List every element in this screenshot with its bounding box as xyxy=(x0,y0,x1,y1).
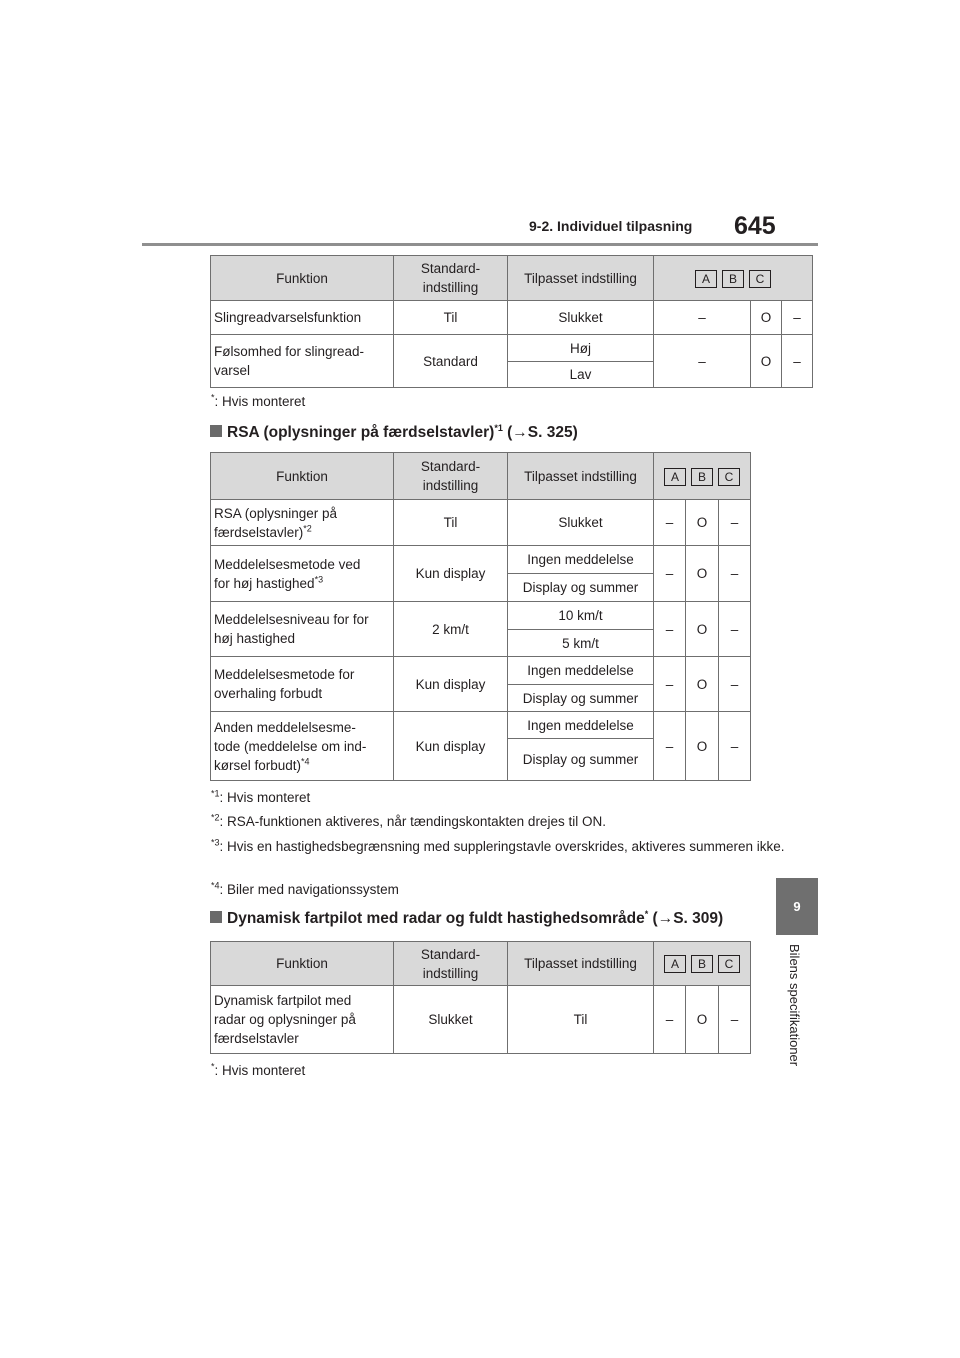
b-label: B xyxy=(722,270,744,288)
footnote: $^{*4}$: Biler med navigationssystem xyxy=(211,880,399,897)
table-row: Følsomhed for slingread- varsel Standard Høj – O – xyxy=(211,335,813,362)
col-header-default: Standard- indstilling xyxy=(394,942,508,986)
col-header-function: Funktion xyxy=(211,453,394,500)
footnote: *: Hvis monteret xyxy=(211,1061,306,1078)
table-row: Anden meddelelsesme- tode (meddelelse om ind- kørsel forbudt)$^{*4}$ Kun display Ingen meddelelse – O – xyxy=(211,712,751,739)
chapter-label-text: Bilens specifikationer xyxy=(787,944,802,1067)
col-header-custom: Tilpasset indstilling xyxy=(508,256,654,301)
table-row: Meddelelsesniveau for for høj hastighed 2 km/t 10 km/t – O – xyxy=(211,602,751,630)
settings-table-rsa: Funktion Standard- indstilling Tilpasset indstilling A B C RSA (oplysninger på færdselstavler)$^{*2}$ Til Slukket – O – Meddelelsesmetode ved for høj hastighed$^{*3}$ Kun display Ingen meddelelse – O – Display og summer Meddelelsesniveau for for høj hastighed 2 km/t 10 km/t – O – 5 km/t Meddelelsesmetode for overhaling forbudt Kun display Ingen meddelelse – O – Display og summer Anden meddelelsesme- tode (meddelelse om ind- kørsel forbudt)$^{*4}$ Kun display Ingen meddelelse – O – Display og summer xyxy=(210,452,751,781)
chapter-label xyxy=(786,944,808,1094)
footnote: $^{*3}$: Hvis en hastighedsbegrænsning med suppleringstavle overskrides, aktiveres summeren ikke. xyxy=(211,837,785,854)
settings-table-cruise-control xyxy=(210,941,751,1054)
bullet-square-icon xyxy=(210,425,222,437)
table-row: Slingreadvarselsfunktion Til Slukket – O – xyxy=(211,301,813,335)
page-number: 645 xyxy=(734,212,776,240)
col-header-default: Standard- indstilling xyxy=(394,453,508,500)
col-header-function: Funktion xyxy=(211,942,394,986)
header-divider xyxy=(142,243,818,246)
col-header-custom: Tilpasset indstilling xyxy=(508,453,654,500)
table-row: Meddelelsesmetode for overhaling forbudt Kun display Ingen meddelelse – O – xyxy=(211,657,751,685)
settings-table-sway-warning: Funktion Standard- indstilling Tilpasset indstilling A B C Slingreadvarselsfunktion Til Slukket – O – Følsomhed for slingread- varsel Standard Høj – O – Lav xyxy=(210,255,813,388)
table-row: RSA (oplysninger på færdselstavler)$^{*2}$ Til Slukket – O – xyxy=(211,500,751,546)
table-row: Dynamisk fartpilot med radar og oplysninger på færdselstavler Slukket Til – O – xyxy=(211,986,751,1054)
col-header-abc xyxy=(654,256,813,301)
bullet-square-icon xyxy=(210,911,222,923)
footnote: $^{*1}$: Hvis monteret xyxy=(211,788,311,805)
col-header-abc: A B C xyxy=(654,453,751,500)
footnote: $^{*2}$: RSA-funktionen aktiveres, når tændingskontakten drejes til ON. xyxy=(211,812,606,829)
a-label: A xyxy=(695,270,717,288)
col-header-abc: A B C xyxy=(654,942,751,986)
footnote: *: Hvis monteret xyxy=(211,392,306,409)
c-label: C xyxy=(749,270,771,288)
col-header-function: Funktion xyxy=(211,256,394,301)
table-row: Meddelelsesmetode ved for høj hastighed$^{*3}$ Kun display Ingen meddelelse – O – xyxy=(211,546,751,574)
col-header-default: Standard- indstilling xyxy=(394,256,508,301)
section-heading-rsa: RSA (oplysninger på færdselstavler)$^{*1}$ (→S. 325) xyxy=(210,424,578,442)
col-header-custom: Tilpasset indstilling xyxy=(508,942,654,986)
section-header: 9-2. Individuel tilpasning xyxy=(529,218,693,234)
section-heading-cruise-control: Dynamisk fartpilot med radar og fuldt hastighedsområde* (→S. 309) xyxy=(210,910,723,928)
chapter-tab: 9 xyxy=(776,878,818,935)
